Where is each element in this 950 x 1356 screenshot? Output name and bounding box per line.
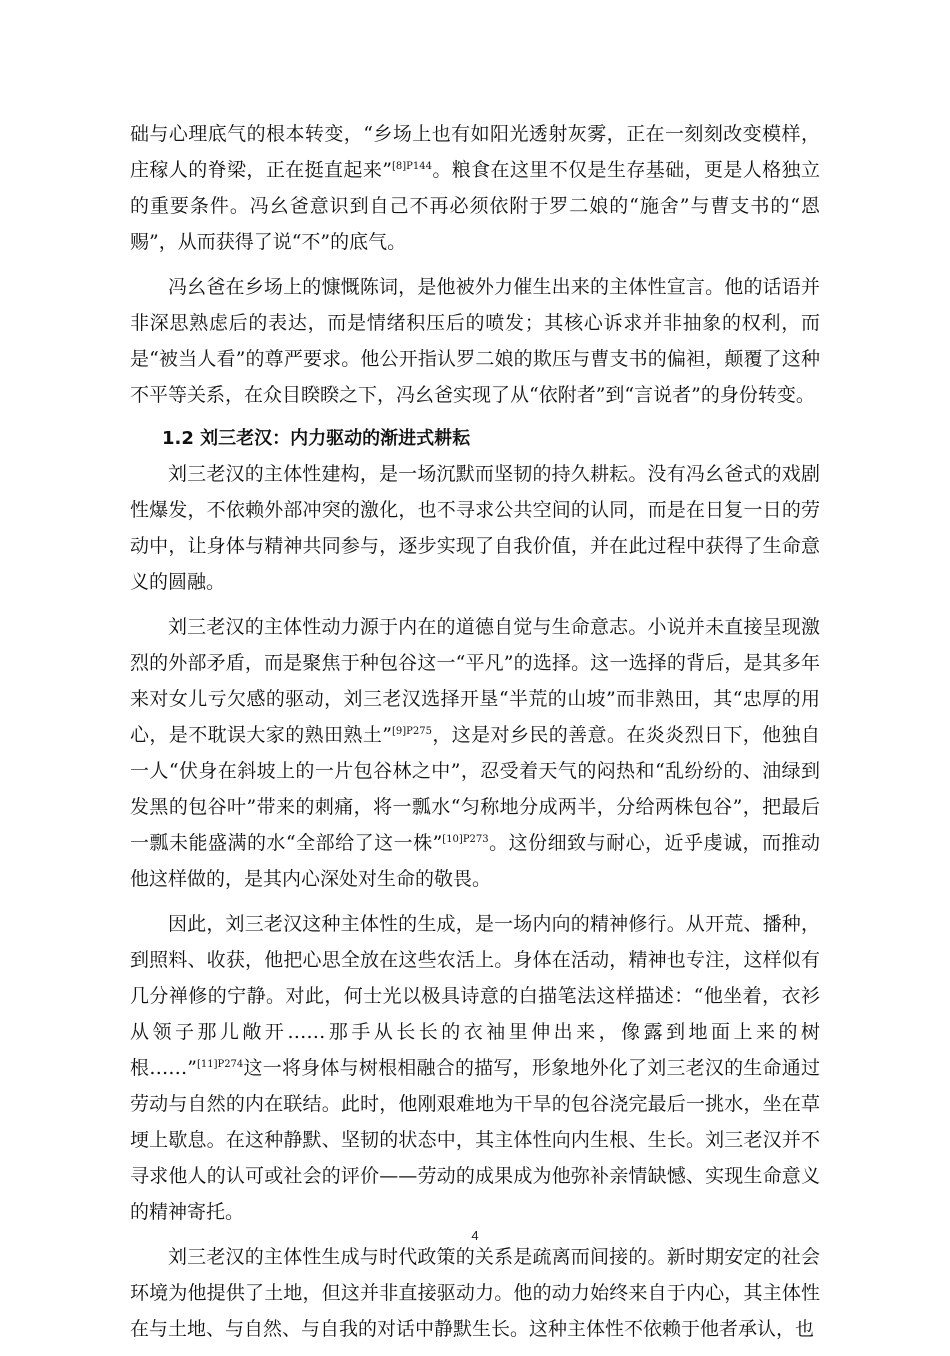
document-body — [130, 116, 820, 1356]
paragraph — [130, 269, 820, 413]
paragraph-text: 这一将身体与树根相融合的描写，形象地外化了刘三老汉的生命通过劳动与自然的内在联结。此时，他刚艰难地为干旱的包谷浇完最后一挑水，坐在草埂上歇息。在这种静默、坚韧的状态中，其主体性向内生根、生长。刘三老汉并不寻求他人的认可或社会的评价——劳动的成果成为他弥补亲情缺憾、实现生命意义的精神寄托。 — [130, 1057, 820, 1223]
citation-ref: [10]P273 — [442, 834, 489, 845]
paragraph — [130, 906, 820, 1230]
paragraph-text: 冯幺爸在乡场上的慷慨陈词，是他被外力催生出来的主体性宣言。他的话语并非深思熟虑后的表达，而是情绪积压后的喷发；其核心诉求并非抽象的权利，而是“被当人看”的尊严要求。他公开指认罗二娘的欺压与曹支书的偏袒，颠覆了这种不平等关系，在众目睽睽之下，冯幺爸实现了从“依附者”到“言说者”的身份转变。 — [130, 276, 820, 406]
paragraph — [130, 1239, 820, 1347]
section-heading: 1.2 刘三老汉：内力驱动的渐进式耕耘 — [162, 428, 471, 449]
citation-ref: [11]P274 — [196, 1059, 244, 1070]
paragraph-text: 。这份细致与耐心，近乎虔诚，而推动他这样做的，是其内心深处对生命的敬畏。 — [130, 832, 820, 890]
paragraph-text: 。粮食在这里不仅是生存基础，更是人格独立的重要条件。冯幺爸意识到自己不再必须依附于罗二娘的“施舍”与曹支书的“恩赐”，从而获得了说“不”的底气。 — [130, 159, 820, 253]
page-number: 4 — [471, 1228, 479, 1243]
paragraph — [130, 609, 820, 897]
paragraph-text: 刘三老汉的主体性生成与时代政策的关系是疏离而间接的。新时期安定的社会环境为他提供了土地，但这并非直接驱动力。他的动力始终来自于内心，其主体性在与土地、与自然、与自我的对话中静默生长。这种主体性不依赖于他者承认，也 — [130, 1246, 820, 1340]
paragraph-text: 因此，刘三老汉这种主体性的生成，是一场内向的精神修行。从开荒、播种，到照料、收获，他把心思全放在这些农活上。身体在活动，精神也专注，这样似有几分禅修的宁静。对此，何士光以极具诗意的白描笔法这样描述：“他坐着，衣衫从领子那儿敞开……那手从长长的衣袖里伸出来，像露到地面上来的树根……” — [130, 913, 820, 1079]
paragraph-text: ，这是对乡民的善意。在炎炎烈日下，他独自一人“伏身在斜坡上的一片包谷林之中”，忍受着天气的闷热和“乱纷纷的、油绿到发黑的包谷叶”带来的刺痛，将一瓢水“匀称地分成两半，分给两株包谷”，把最后一瓢未能盛满的水“全部给了这一株” — [130, 724, 820, 854]
paragraph — [130, 456, 820, 600]
paragraph-text: 刘三老汉的主体性建构，是一场沉默而坚韧的持久耕耘。没有冯幺爸式的戏剧性爆发，不依赖外部冲突的激化，也不寻求公共空间的认同，而是在日复一日的劳动中，让身体与精神共同参与，逐步实现了自我价值，并在此过程中获得了生命意义的圆融。 — [130, 463, 820, 593]
citation-ref: [8]P144 — [391, 161, 432, 172]
paragraph — [130, 116, 820, 260]
paragraph-text: 刘三老汉的主体性动力源于内在的道德自觉与生命意志。小说并未直接呈现激烈的外部矛盾，而是聚焦于种包谷这一“平凡”的选择。这一选择的背后，是其多年来对女儿亏欠感的驱动，刘三老汉选择开垦“半荒的山坡”而非熟田，其“忠厚的用心，是不耽误大家的熟田熟土” — [130, 616, 820, 746]
citation-ref: [9]P275 — [391, 726, 432, 737]
paragraph-text: 础与心理底气的根本转变，“乡场上也有如阳光透射灰雾，正在一刻刻改变模样，庄稼人的脊梁，正在挺直起来” — [130, 123, 820, 181]
